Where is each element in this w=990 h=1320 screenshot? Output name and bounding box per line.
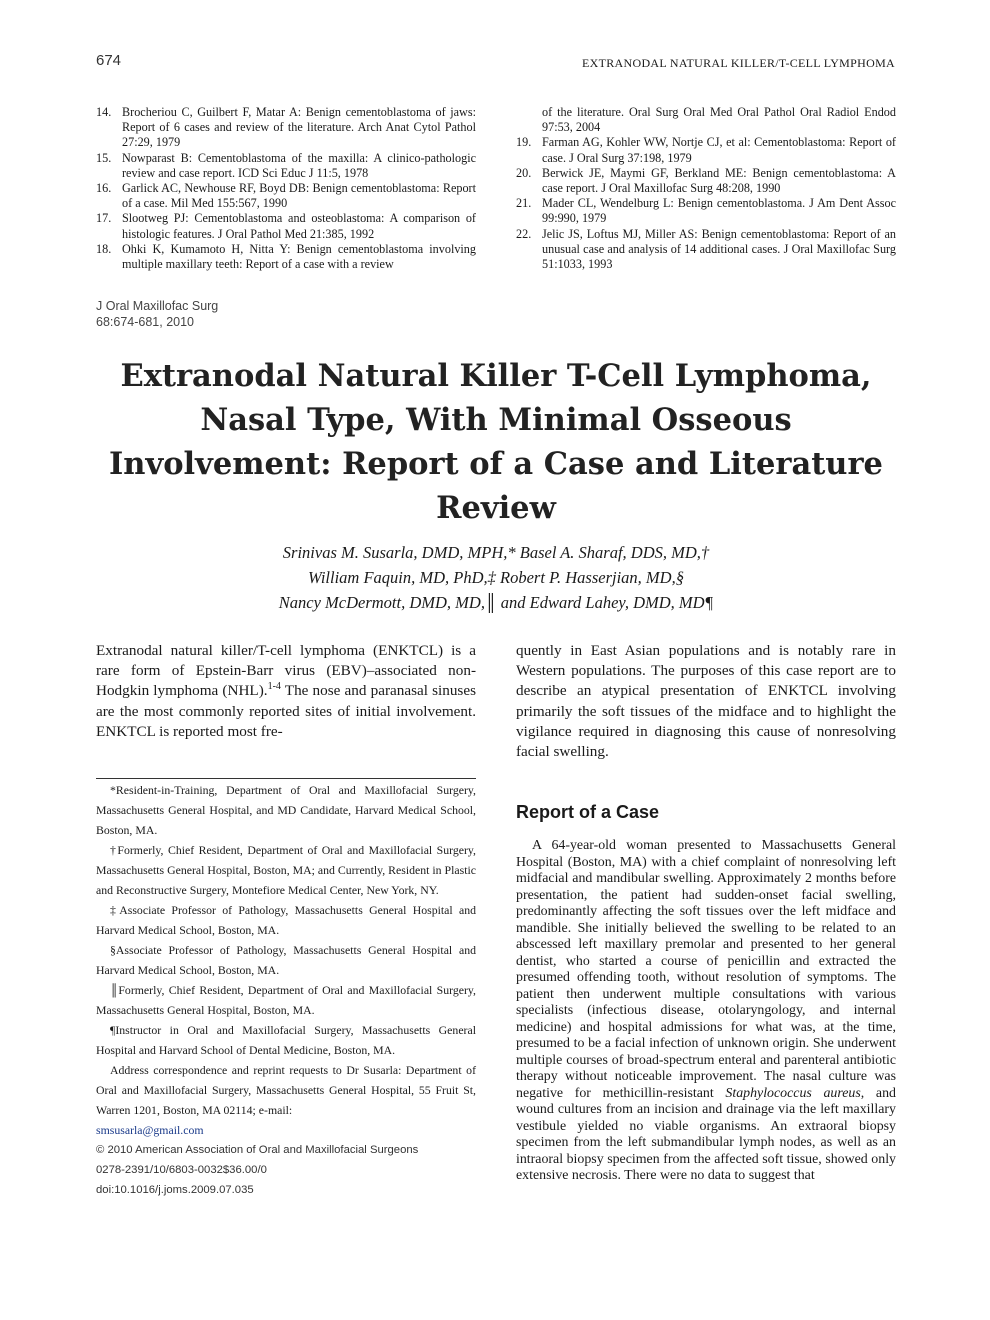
article-title: Extranodal Natural Killer T-Cell Lymphoma, Nasal Type, With Minimal Osseous Involvement: Report of a Case and Literature Review: [109, 358, 883, 526]
reference-item: 20. Berwick JE, Maymi GF, Berkland ME: Benign cementoblastoma: A case report. J Oral Maxillofac Surg 48:208, 1990: [516, 165, 896, 196]
issn: 0278-2391/10/6803-0032$36.00/0: [96, 1164, 267, 1176]
author-list: [96, 540, 896, 615]
authors-line: William Faquin, MD, PhD,‡ Robert P. Hasserjian, MD,§: [308, 568, 684, 587]
reference-item: 22. Jelic JS, Loftus MJ, Miller AS: Benign cementoblastoma: Report of an unusual case and analysis of 14 additional cases. J Oral Maxillofac Surg 51:1033, 1993: [516, 226, 896, 272]
reference-item: 18. Ohki K, Kumamoto H, Nitta Y: Benign cementoblastoma involving multiple maxillary teeth: Report of a case with a review: [96, 241, 476, 272]
section-heading: Report of a Case: [516, 802, 660, 822]
running-head: EXTRANODAL NATURAL KILLER/T-CELL LYMPHOMA: [582, 56, 895, 70]
footnote: *Resident-in-Training, Department of Oral and Maxillofacial Surgery, Massachusetts General Hospital, and MD Candidate, Harvard Medical School, Boston, MA.: [96, 783, 476, 837]
footnote: §Associate Professor of Pathology, Massachusetts General Hospital and Harvard Medical School, Boston, MA.: [96, 943, 476, 977]
intro-left-column: Extranodal natural killer/T-cell lymphoma (ENKTCL) is a rare form of Epstein-Barr virus (EBV)–associated non-Hodgkin lymphoma (NHL).$^{1-4}$ The nose and paranasal sinuses are the most commonly reported sites of initial involvement. ENKTCL is reported most fre-: [96, 642, 476, 740]
footnote: †Formerly, Chief Resident, Department of Oral and Maxillofacial Surgery, Massachusetts General Hospital, Boston, MA; and Currently, Resident in Plastic and Reconstructive Surgery, Montefiore Medical Center, New York, NY.: [96, 843, 476, 897]
reference-item: 16. Garlick AC, Newhouse RF, Boyd DB: Benign cementoblastoma: Report of a case. Mil Med 155:567, 1990: [96, 181, 476, 211]
footnote: ¶Instructor in Oral and Maxillofacial Surgery, Massachusetts General Hospital and Harvard School of Dental Medicine, Boston, MA.: [96, 1023, 476, 1057]
journal-citation: [96, 298, 218, 330]
reference-item: 14. Brocheriou C, Guilbert F, Matar A: Benign cementoblastoma of jaws: Report of 6 cases and review of the literature. Arch Anat Cytol Pathol 27:29, 1979: [96, 105, 476, 150]
author-footnotes: [96, 780, 476, 1200]
reference-item: 17. Slootweg PJ: Cementoblastoma and osteoblastoma: A comparison of histologic features. J Oral Pathol Med 21:385, 1992: [96, 211, 476, 241]
page-number: 674: [96, 52, 122, 69]
copyright-notice: © 2010 American Association of Oral and Maxillofacial Surgeons: [96, 1144, 419, 1156]
reference-item: 15. Nowparast B: Cementoblastoma of the maxilla: A clinico-pathologic review and case report. ICD Sci Educ J 11:5, 1978: [96, 150, 476, 180]
references-left-column: [96, 105, 476, 272]
journal-volume-pages: 68:674-681, 2010: [96, 315, 195, 329]
reference-item: 19. Farman AG, Kohler WW, Nortje CJ, et al: Cementoblastoma: Report of case. J Oral Surg 37:198, 1979: [516, 135, 896, 165]
journal-name: J Oral Maxillofac Surg: [96, 299, 219, 313]
reference-item: of the literature. Oral Surg Oral Med Oral Pathol Oral Radiol Endod 97:53, 2004: [542, 105, 896, 135]
authors-line: Srinivas M. Susarla, DMD, MPH,* Basel A. Sharaf, DDS, MD,†: [282, 543, 710, 562]
footnote-divider: [96, 778, 476, 779]
intro-right-column: quently in East Asian populations and is notably rare in Western populations. The purposes of this case report are to describe an atypical presentation of ENKTCL involving primarily the soft tissues of the midface and to highlight the vigilance required in diagnosing this cause of nonresolving facial swelling.: [516, 642, 896, 761]
citation-superscript: 1-4: [267, 681, 281, 693]
references-right-column: [516, 105, 896, 272]
footnote: ║Formerly, Chief Resident, Department of Oral and Maxillofacial Surgery, Massachusetts General Hospital, Boston, MA.: [96, 983, 476, 1017]
email-link[interactable]: smsusarla@gmail.com: [96, 1123, 204, 1137]
correspondence-address: Address correspondence and reprint requests to Dr Susarla: Department of Oral and Maxillofacial Surgery, Massachusetts General Hospital, 55 Fruit St, Warren 1201, Boston, MA 02114; e-mail: smsusarla@gmail.com: [96, 1063, 476, 1137]
reference-item: 21. Mader CL, Wendelburg L: Benign cementoblastoma. J Am Dent Assoc 99:990, 1979: [516, 196, 896, 226]
doi: doi:10.1016/j.joms.2009.07.035: [96, 1184, 254, 1196]
case-report-text: A 64-year-old woman presented to Massachusetts General Hospital (Boston, MA) with a chief complaint of nonresolving left midfacial and mandibular swelling. Approximately 2 months before presentation, the patient had sudden-onset facial swelling, predominantly affecting the soft tissues over the left midface and mandible. She initially believed the swelling to be related to an abscessed left maxillary premolar and presented to her general dentist, who started a course of penicillin and extracted the presumed offending tooth, without resolution of symptoms. The patient then underwent multiple consultations with various specialists (infectious disease, otolaryngology, and internal medicine) and hospital admissions for what was, at the time, presumed to be a facial infection of unknown origin. She underwent multiple courses of broad-spectrum enteral and parenteral antibiotic therapy without noticeable improvement. The nasal culture was negative for methicillin-resistant Staphylococcus aureus, and wound cultures from an incision and drainage via the left maxillary vestibule yielded no viable organisms. An extraoral biopsy specimen from the left submandibular lymph nodes, as well as an intraoral biopsy specimen from the affected soft tissue, showed only extensive necrosis. There were no data to suggest that: [516, 838, 896, 1183]
authors-line: Nancy McDermott, DMD, MD,║ and Edward Lahey, DMD, MD¶: [278, 593, 714, 612]
organism-name: Staphylococcus aureus: [725, 1085, 861, 1101]
footnote: ‡Associate Professor of Pathology, Massachusetts General Hospital and Harvard Medical School, Boston, MA.: [96, 903, 476, 937]
